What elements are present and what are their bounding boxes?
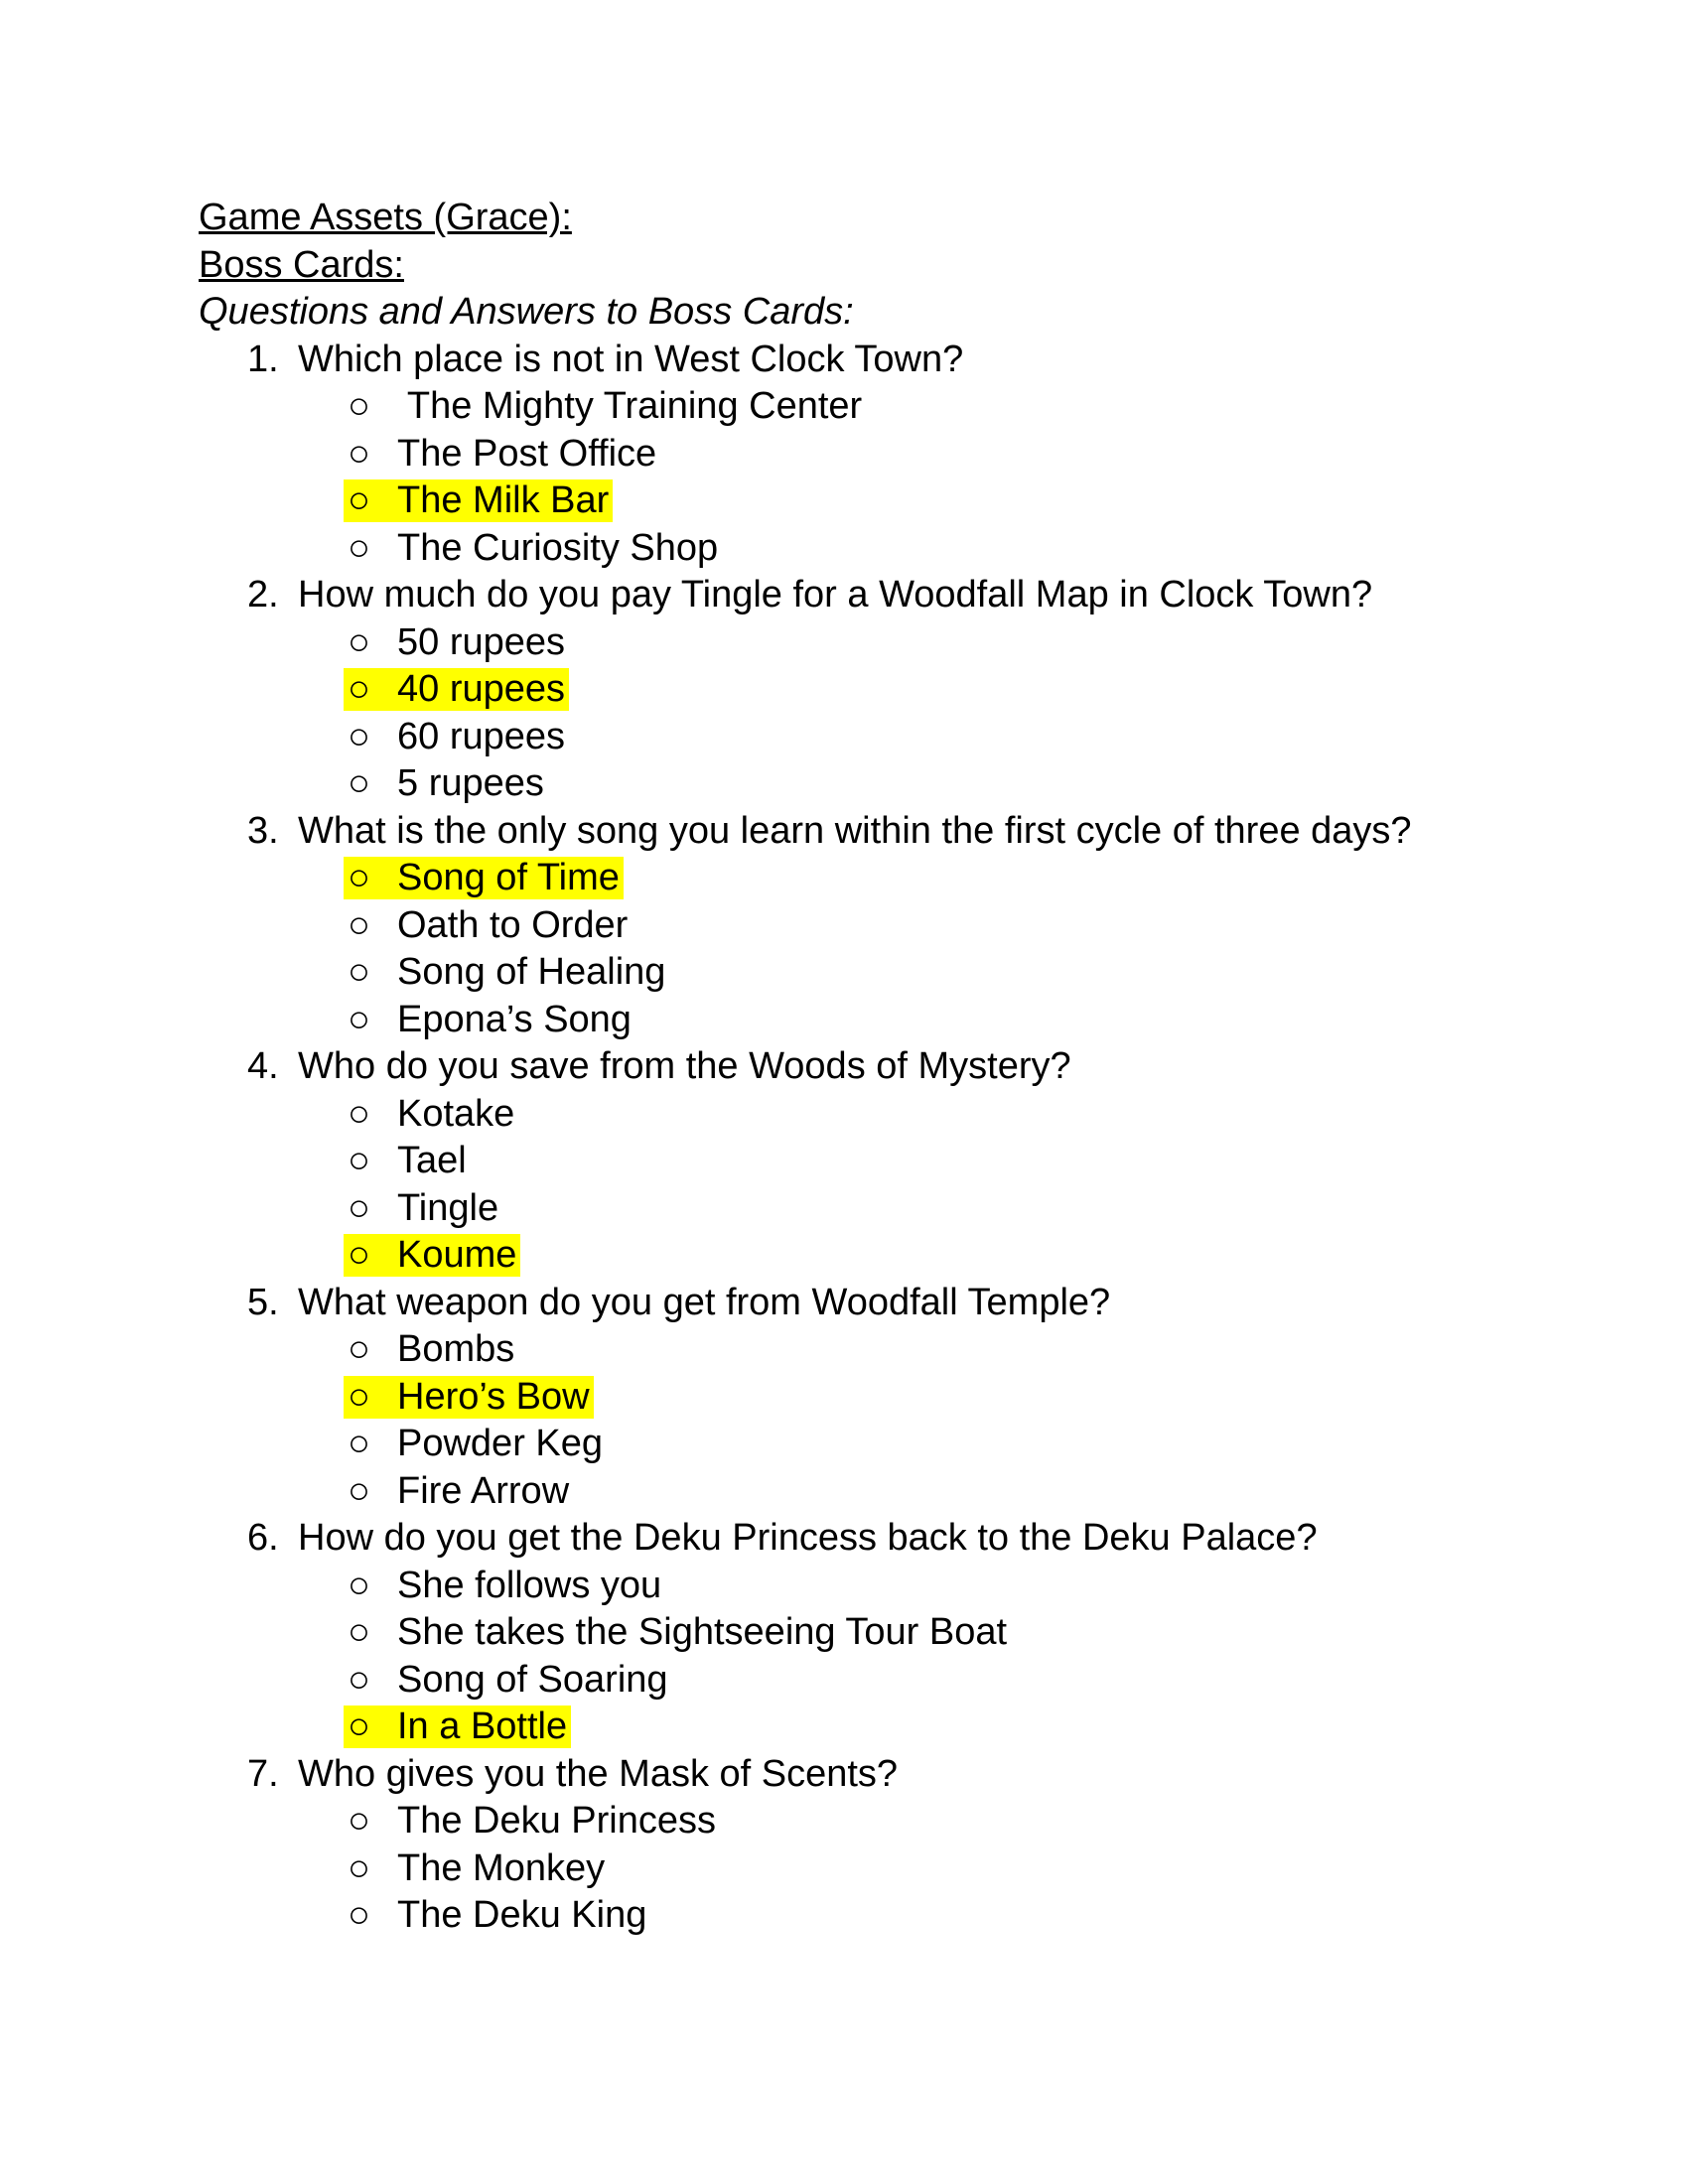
correct-answer-option bbox=[199, 1374, 1489, 1422]
answer-text: Bombs bbox=[397, 1328, 515, 1370]
question-number: 7. bbox=[247, 1752, 279, 1795]
answer-option bbox=[199, 525, 1489, 573]
answer-text: 40 rupees bbox=[397, 668, 566, 710]
question-list bbox=[199, 337, 1489, 1940]
question-text: How do you get the Deku Princess back to the Deku Palace? bbox=[298, 1517, 1318, 1559]
hollow-circle-bullet-icon: ○ bbox=[348, 1423, 370, 1464]
answer-text: The Post Office bbox=[397, 432, 657, 475]
hollow-circle-bullet-icon: ○ bbox=[348, 1800, 370, 1842]
answer-options bbox=[199, 1563, 1489, 1751]
answer-option bbox=[199, 1892, 1489, 1940]
question-number: 3. bbox=[247, 809, 279, 852]
answer-option bbox=[199, 714, 1489, 761]
answer-options bbox=[199, 855, 1489, 1043]
correct-answer-option bbox=[199, 666, 1489, 714]
hollow-circle-bullet-icon: ○ bbox=[348, 526, 370, 569]
answer-option bbox=[199, 1468, 1489, 1516]
question-line bbox=[199, 572, 1489, 619]
answer-text: Song of Healing bbox=[397, 951, 666, 993]
answer-options bbox=[199, 619, 1489, 808]
answer-option bbox=[199, 1138, 1489, 1185]
answer-text: The Deku King bbox=[397, 1894, 647, 1936]
question-text: What weapon do you get from Woodfall Temple? bbox=[298, 1281, 1111, 1323]
answer-option bbox=[199, 1091, 1489, 1139]
question-number: 4. bbox=[247, 1045, 279, 1087]
answer-text: 50 rupees bbox=[397, 620, 566, 663]
hollow-circle-bullet-icon: ○ bbox=[348, 479, 370, 521]
answer-option bbox=[199, 949, 1489, 997]
answer-option bbox=[199, 1798, 1489, 1845]
hollow-circle-bullet-icon: ○ bbox=[348, 1186, 370, 1229]
document-page bbox=[199, 195, 1489, 1940]
answer-text: The Deku Princess bbox=[397, 1800, 717, 1842]
question-item bbox=[199, 1043, 1489, 1280]
answer-option bbox=[199, 1185, 1489, 1233]
answer-options bbox=[199, 1326, 1489, 1515]
question-line bbox=[199, 337, 1489, 384]
answer-option bbox=[199, 1609, 1489, 1657]
answer-option bbox=[199, 1563, 1489, 1610]
answer-options bbox=[199, 383, 1489, 572]
question-line bbox=[199, 808, 1489, 856]
hollow-circle-bullet-icon: ○ bbox=[348, 385, 370, 427]
correct-answer-option bbox=[199, 1704, 1489, 1751]
question-number: 5. bbox=[247, 1281, 279, 1323]
question-line bbox=[199, 1043, 1489, 1091]
hollow-circle-bullet-icon: ○ bbox=[348, 1706, 370, 1747]
question-line bbox=[199, 1515, 1489, 1563]
answer-text: The Milk Bar bbox=[397, 479, 610, 521]
answer-option bbox=[199, 902, 1489, 950]
question-number: 2. bbox=[247, 574, 279, 615]
question-text: How much do you pay Tingle for a Woodfall Map in Clock Town? bbox=[298, 574, 1373, 615]
hollow-circle-bullet-icon: ○ bbox=[348, 1469, 370, 1512]
question-item bbox=[199, 337, 1489, 573]
answer-text: Song of Time bbox=[397, 857, 620, 898]
question-text: Who gives you the Mask of Scents? bbox=[298, 1752, 899, 1795]
answer-option bbox=[199, 619, 1489, 667]
correct-answer-option bbox=[199, 478, 1489, 525]
hollow-circle-bullet-icon: ○ bbox=[348, 1375, 370, 1418]
document-title: Game Assets (Grace): bbox=[199, 197, 572, 238]
hollow-circle-bullet-icon: ○ bbox=[348, 668, 370, 710]
answer-text: Song of Soaring bbox=[397, 1658, 668, 1701]
answer-option bbox=[199, 997, 1489, 1044]
hollow-circle-bullet-icon: ○ bbox=[348, 1234, 370, 1276]
hollow-circle-bullet-icon: ○ bbox=[348, 951, 370, 993]
question-text: Which place is not in West Clock Town? bbox=[298, 338, 964, 380]
answer-text: 5 rupees bbox=[397, 762, 544, 804]
question-line bbox=[199, 1751, 1489, 1799]
correct-answer-option bbox=[199, 1232, 1489, 1280]
hollow-circle-bullet-icon: ○ bbox=[348, 762, 370, 804]
answer-text: Tingle bbox=[397, 1186, 499, 1229]
question-line bbox=[199, 1280, 1489, 1327]
answer-text: Fire Arrow bbox=[397, 1469, 570, 1512]
answer-text: Powder Keg bbox=[397, 1423, 604, 1464]
hollow-circle-bullet-icon: ○ bbox=[348, 1140, 370, 1181]
hollow-circle-bullet-icon: ○ bbox=[348, 1092, 370, 1135]
answer-option bbox=[199, 1421, 1489, 1468]
hollow-circle-bullet-icon: ○ bbox=[348, 1564, 370, 1606]
answer-text: Koume bbox=[397, 1234, 517, 1276]
answer-option bbox=[199, 1657, 1489, 1705]
answer-text: Kotake bbox=[397, 1092, 515, 1135]
hollow-circle-bullet-icon: ○ bbox=[348, 1611, 370, 1653]
section-heading: Boss Cards: bbox=[199, 243, 404, 286]
question-item bbox=[199, 572, 1489, 808]
answer-text: 60 rupees bbox=[397, 715, 566, 757]
hollow-circle-bullet-icon: ○ bbox=[348, 857, 370, 898]
answer-text: Hero’s Bow bbox=[397, 1375, 590, 1418]
answer-option bbox=[199, 760, 1489, 808]
question-item bbox=[199, 1515, 1489, 1751]
answer-text: In a Bottle bbox=[397, 1706, 568, 1747]
question-text: Who do you save from the Woods of Mystery? bbox=[298, 1045, 1071, 1087]
hollow-circle-bullet-icon: ○ bbox=[348, 1328, 370, 1370]
question-item bbox=[199, 1280, 1489, 1516]
answer-text: The Mighty Training Center bbox=[397, 385, 863, 427]
hollow-circle-bullet-icon: ○ bbox=[348, 1658, 370, 1701]
hollow-circle-bullet-icon: ○ bbox=[348, 620, 370, 663]
hollow-circle-bullet-icon: ○ bbox=[348, 1894, 370, 1936]
hollow-circle-bullet-icon: ○ bbox=[348, 903, 370, 946]
answer-text: Oath to Order bbox=[397, 903, 629, 946]
hollow-circle-bullet-icon: ○ bbox=[348, 432, 370, 475]
question-number: 6. bbox=[247, 1517, 279, 1559]
answer-text: She follows you bbox=[397, 1564, 662, 1606]
answer-option bbox=[199, 1845, 1489, 1893]
answer-text: Epona’s Song bbox=[397, 998, 632, 1040]
question-item bbox=[199, 808, 1489, 1044]
question-number: 1. bbox=[247, 338, 279, 380]
answer-text: The Curiosity Shop bbox=[397, 526, 719, 569]
question-text: What is the only song you learn within the first cycle of three days? bbox=[298, 809, 1412, 852]
hollow-circle-bullet-icon: ○ bbox=[348, 998, 370, 1040]
answer-options bbox=[199, 1091, 1489, 1280]
answer-option bbox=[199, 1326, 1489, 1374]
answer-text: Tael bbox=[397, 1140, 467, 1181]
section-intro: Questions and Answers to Boss Cards: bbox=[199, 291, 854, 333]
answer-option bbox=[199, 431, 1489, 478]
hollow-circle-bullet-icon: ○ bbox=[348, 715, 370, 757]
answer-options bbox=[199, 1798, 1489, 1940]
answer-text: The Monkey bbox=[397, 1846, 606, 1889]
question-item bbox=[199, 1751, 1489, 1940]
answer-text: She takes the Sightseeing Tour Boat bbox=[397, 1611, 1008, 1653]
answer-option bbox=[199, 383, 1489, 431]
correct-answer-option bbox=[199, 855, 1489, 902]
hollow-circle-bullet-icon: ○ bbox=[348, 1846, 370, 1889]
